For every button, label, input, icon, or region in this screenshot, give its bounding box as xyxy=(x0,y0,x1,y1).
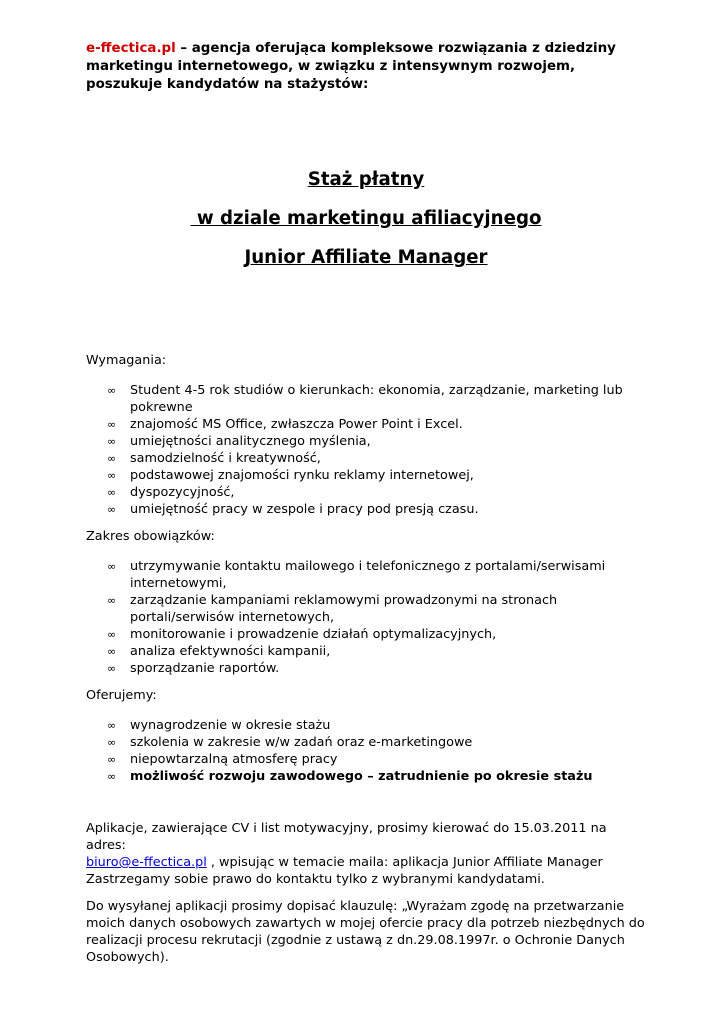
application-paragraph xyxy=(86,820,646,888)
requirements-list xyxy=(86,382,646,518)
bullet-icon: ∞ xyxy=(107,594,117,607)
list-item xyxy=(86,382,646,416)
bullet-icon: ∞ xyxy=(107,384,117,397)
list-item-text: wynagrodzenie w okresie stażu xyxy=(130,718,331,733)
application-line-1: Aplikacje, zawierające CV i list motywacyjny, prosimy kierować do 15.03.2011 na adres: xyxy=(86,821,607,853)
clause-paragraph: Do wysyłanej aplikacji prosimy dopisać klauzulę: „Wyrażam zgodę na przetwarzanie moich danych osobowych zawartych w mojej ofercie pracy dla potrzeb niezbędnych do realizacji procesu rekrutacji (zgodnie z ustawą z dn.29.08.1997r. o Ochronie Danych Osobowych). xyxy=(86,899,645,965)
list-item xyxy=(86,416,646,433)
bullet-icon: ∞ xyxy=(107,560,117,573)
bullet-icon: ∞ xyxy=(107,719,117,732)
offer-list xyxy=(86,717,646,785)
bullet-icon: ∞ xyxy=(107,628,117,641)
list-item xyxy=(86,501,646,518)
bullet-icon: ∞ xyxy=(107,736,117,749)
list-item xyxy=(86,626,646,643)
duties-label: Zakres obowiązków: xyxy=(86,529,215,544)
list-item-text: znajomość MS Office, zwłaszcza Power Point i Excel. xyxy=(130,417,463,432)
application-line-3: Zastrzegamy sobie prawo do kontaktu tylko z wybranymi kandydatami. xyxy=(86,872,545,887)
bullet-icon: ∞ xyxy=(107,753,117,766)
list-item-text: analiza efektywności kampanii, xyxy=(130,644,331,659)
application-line-2: , wpisując w temacie maila: aplikacja Junior Affiliate Manager xyxy=(206,855,603,870)
brand-name: e-ffectica.pl xyxy=(86,41,176,56)
list-item xyxy=(86,660,646,677)
title-line-3: Junior Affiliate Manager xyxy=(244,247,488,268)
list-item-text: utrzymywanie kontaktu mailowego i telefonicznego z portalami/serwisami internetowymi, xyxy=(130,559,606,591)
list-item xyxy=(86,734,646,751)
list-item-text: dyspozycyjność, xyxy=(130,485,235,500)
list-item xyxy=(86,450,646,467)
offer-label: Oferujemy: xyxy=(86,688,157,703)
duties-list xyxy=(86,558,646,677)
list-item-text: zarządzanie kampaniami reklamowymi prowadzonymi na stronach portali/serwisów internetowych, xyxy=(130,593,558,625)
bullet-icon: ∞ xyxy=(107,770,117,783)
list-item-text: podstawowej znajomości rynku reklamy internetowej, xyxy=(130,468,474,483)
list-item-text: sporządzanie raportów. xyxy=(130,661,280,676)
list-item xyxy=(86,751,646,768)
email-link[interactable]: biuro@e-ffectica.pl xyxy=(86,855,207,870)
bullet-icon: ∞ xyxy=(107,645,117,658)
list-item-text: umiejętności analitycznego myślenia, xyxy=(130,434,371,449)
bullet-icon: ∞ xyxy=(107,452,117,465)
bullet-icon: ∞ xyxy=(107,503,117,516)
intro-text: – agencja oferująca kompleksowe rozwiązania z dziedziny marketingu internetowego, w związku z intensywnym rozwojem, poszukuje kandydatów na stażystów: xyxy=(86,41,616,92)
title-line-2: w dziale marketingu afiliacyjnego xyxy=(190,208,542,229)
list-item xyxy=(86,467,646,484)
list-item-text: niepowtarzalną atmosferę pracy xyxy=(130,752,338,767)
intro-paragraph xyxy=(86,40,646,94)
list-item-text: umiejętność pracy w zespole i pracy pod presją czasu. xyxy=(130,502,479,517)
list-item xyxy=(86,643,646,660)
list-item-text: szkolenia w zakresie w/w zadań oraz e-marketingowe xyxy=(130,735,473,750)
bullet-icon: ∞ xyxy=(107,662,117,675)
list-item-text: monitorowanie i prowadzenie działań optymalizacyjnych, xyxy=(130,627,497,642)
bullet-icon: ∞ xyxy=(107,435,117,448)
requirements-label: Wymagania: xyxy=(86,353,167,368)
list-item xyxy=(86,484,646,501)
bullet-icon: ∞ xyxy=(107,418,117,431)
list-item xyxy=(86,433,646,450)
title-block xyxy=(86,169,646,269)
list-item-text: możliwość rozwoju zawodowego – zatrudnienie po okresie stażu xyxy=(130,769,593,784)
list-item-text: Student 4-5 rok studiów o kierunkach: ekonomia, zarządzanie, marketing lub pokrewne xyxy=(130,383,623,415)
list-item-text: samodzielność i kreatywność, xyxy=(130,451,321,466)
title-line-1: Staż płatny xyxy=(307,169,425,190)
list-item xyxy=(86,592,646,626)
list-item xyxy=(86,717,646,734)
bullet-icon: ∞ xyxy=(107,486,117,499)
list-item xyxy=(86,558,646,592)
list-item xyxy=(86,768,646,785)
bullet-icon: ∞ xyxy=(107,469,117,482)
document-page xyxy=(86,40,646,966)
